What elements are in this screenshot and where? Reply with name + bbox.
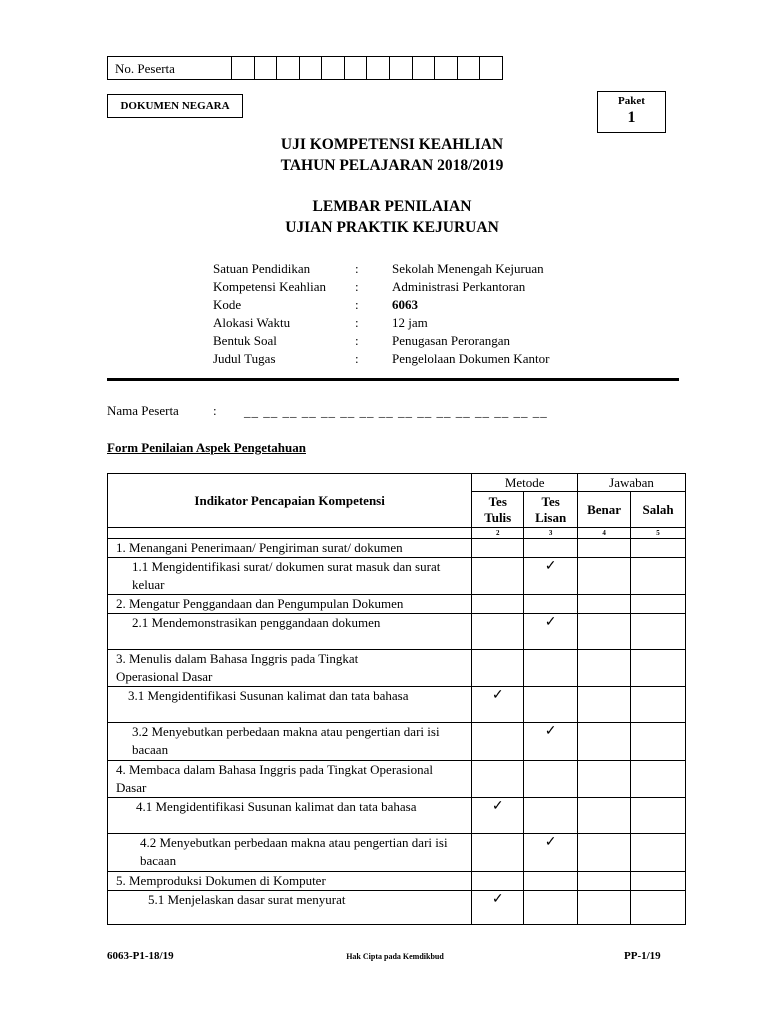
indicator-main: 2. Mengatur Penggandaan dan Pengumpulan Dokumen (108, 595, 472, 614)
info-value: Sekolah Menengah Kejuruan (392, 261, 544, 276)
info-colon: : (355, 333, 359, 348)
check-cell-tulis[interactable] (472, 723, 524, 761)
check-cell-lisan[interactable] (524, 650, 578, 687)
no-peserta-digit-cell[interactable] (345, 57, 368, 79)
check-cell-salah[interactable] (631, 723, 686, 761)
no-peserta-digit-cell[interactable] (390, 57, 413, 79)
no-peserta-digit-cell[interactable] (255, 57, 278, 79)
indicator-main: 1. Menangani Penerimaan/ Pengiriman surat/ dokumen (108, 539, 472, 558)
check-cell-benar[interactable] (578, 650, 631, 687)
no-peserta-digit-cell[interactable] (435, 57, 458, 79)
info-colon: : (355, 315, 359, 330)
indicator-sub: 4.1 Mengidentifikasi Susunan kalimat dan tata bahasa (108, 798, 472, 834)
info-value: 12 jam (392, 315, 428, 330)
header-jawaban: Jawaban (578, 474, 686, 492)
check-cell-lisan[interactable] (524, 872, 578, 891)
indicator-main: 4. Membaca dalam Bahasa Inggris pada Tingkat Operasional Dasar (108, 761, 472, 798)
title-line-1: UJI KOMPETENSI KEAHLIAN (280, 136, 504, 153)
paket-label: Paket (618, 95, 645, 107)
info-colon: : (355, 261, 359, 276)
header-tes-tulis-line2: Tulis (484, 509, 512, 525)
header-indikator: Indikator Pencapaian Kompetensi (108, 474, 472, 528)
info-key: Kode (213, 297, 242, 312)
indicator-sub: 3.1 Mengidentifikasi Susunan kalimat dan tata bahasa (108, 687, 472, 723)
footer-page: PP-1/19 (624, 950, 661, 962)
divider-rule (107, 378, 679, 381)
check-cell-salah[interactable] (631, 872, 686, 891)
info-value: Pengelolaan Dokumen Kantor (392, 351, 550, 366)
indicator-sub: 2.1 Mendemonstrasikan penggandaan dokumen (108, 614, 472, 650)
check-cell-benar[interactable] (578, 798, 631, 834)
check-mark-icon[interactable]: ✓ (472, 891, 524, 925)
number-cell: 4 (578, 528, 631, 539)
check-cell-tulis[interactable] (472, 834, 524, 872)
check-cell-salah[interactable] (631, 834, 686, 872)
no-peserta-digit-cell[interactable] (480, 57, 502, 79)
no-peserta-digit-cell[interactable] (322, 57, 345, 79)
check-mark-icon[interactable]: ✓ (524, 723, 578, 761)
check-cell-tulis[interactable] (472, 558, 524, 595)
header-tes-lisan (524, 492, 578, 528)
info-key: Alokasi Waktu (213, 315, 291, 330)
footer-copyright: Hak Cipta pada Kemdikbud (346, 952, 444, 961)
check-cell-salah[interactable] (631, 614, 686, 650)
nama-peserta-label: Nama Peserta (107, 403, 179, 418)
check-cell-tulis[interactable] (472, 650, 524, 687)
check-cell-lisan[interactable] (524, 595, 578, 614)
nama-peserta-blank[interactable]: __ __ __ __ __ __ __ __ __ __ __ __ __ __ __ __ (244, 404, 548, 419)
number-cell-empty (108, 528, 472, 539)
check-cell-tulis[interactable] (472, 539, 524, 558)
info-colon: : (355, 297, 359, 312)
header-tes-tulis (472, 492, 524, 528)
check-cell-benar[interactable] (578, 761, 631, 798)
no-peserta-label: No. Peserta (108, 57, 232, 79)
paket-box (597, 91, 666, 133)
indicator-main: 3. Menulis dalam Bahasa Inggris pada Tingkat Operasional Dasar (108, 650, 472, 687)
indicator-sub: 1.1 Mengidentifikasi surat/ dokumen surat masuk dan surat keluar (108, 558, 472, 595)
no-peserta-digit-cell[interactable] (232, 57, 255, 79)
info-value: Penugasan Perorangan (392, 333, 511, 348)
no-peserta-digit-cell[interactable] (367, 57, 390, 79)
assessment-table (107, 473, 686, 925)
info-colon: : (355, 279, 359, 294)
check-cell-tulis[interactable] (472, 872, 524, 891)
check-cell-salah[interactable] (631, 761, 686, 798)
check-cell-salah[interactable] (631, 798, 686, 834)
info-key: Bentuk Soal (213, 333, 277, 348)
no-peserta-digit-cell[interactable] (300, 57, 323, 79)
check-mark-icon[interactable]: ✓ (524, 614, 578, 650)
number-cell: 3 (524, 528, 578, 539)
no-peserta-digit-cell[interactable] (413, 57, 436, 79)
indicator-sub: 3.2 Menyebutkan perbedaan makna atau pengertian dari isi bacaan (108, 723, 472, 761)
header-tes-lisan-line2: Lisan (535, 509, 567, 525)
check-cell-benar[interactable] (578, 891, 631, 925)
indicator-main: 5. Memproduksi Dokumen di Komputer (108, 872, 472, 891)
check-cell-benar[interactable] (578, 558, 631, 595)
check-cell-lisan[interactable] (524, 798, 578, 834)
number-cell: 5 (631, 528, 686, 539)
form-heading: Form Penilaian Aspek Pengetahuan (107, 440, 306, 455)
title-line-4: UJIAN PRAKTIK KEJURUAN (285, 219, 499, 236)
header-tes-tulis-line1: Tes (488, 493, 507, 509)
check-cell-salah[interactable] (631, 539, 686, 558)
check-cell-tulis[interactable] (472, 614, 524, 650)
dokumen-negara-label: DOKUMEN NEGARA (107, 94, 243, 118)
header-metode: Metode (472, 474, 578, 492)
info-value: 6063 (392, 297, 418, 312)
check-cell-lisan[interactable] (524, 539, 578, 558)
title-line-2: TAHUN PELAJARAN 2018/2019 (280, 157, 504, 174)
check-cell-benar[interactable] (578, 614, 631, 650)
header-benar: Benar (578, 492, 631, 528)
footer-code: 6063-P1-18/19 (107, 950, 174, 962)
check-cell-tulis[interactable] (472, 595, 524, 614)
number-cell: 2 (472, 528, 524, 539)
header-tes-lisan-line1: Tes (541, 493, 560, 509)
check-cell-salah[interactable] (631, 595, 686, 614)
check-cell-salah[interactable] (631, 558, 686, 595)
check-cell-salah[interactable] (631, 650, 686, 687)
check-cell-salah[interactable] (631, 891, 686, 925)
no-peserta-digit-cell[interactable] (277, 57, 300, 79)
nama-peserta-colon: : (213, 403, 217, 418)
info-colon: : (355, 351, 359, 366)
check-mark-icon[interactable]: ✓ (472, 798, 524, 834)
info-value: Administrasi Perkantoran (392, 279, 526, 294)
info-key: Judul Tugas (213, 351, 276, 366)
check-cell-benar[interactable] (578, 595, 631, 614)
indicator-sub: 5.1 Menjelaskan dasar surat menyurat (108, 891, 472, 925)
no-peserta-box (107, 56, 503, 80)
indicator-sub: 4.2 Menyebutkan perbedaan makna atau pengertian dari isi bacaan (108, 834, 472, 872)
check-cell-lisan[interactable] (524, 761, 578, 798)
check-cell-benar[interactable] (578, 723, 631, 761)
check-cell-benar[interactable] (578, 539, 631, 558)
check-cell-benar[interactable] (578, 872, 631, 891)
info-key: Kompetensi Keahlian (213, 279, 326, 294)
check-mark-icon[interactable]: ✓ (472, 687, 524, 723)
info-key: Satuan Pendidikan (213, 261, 311, 276)
check-mark-icon[interactable]: ✓ (524, 558, 578, 595)
check-cell-lisan[interactable] (524, 891, 578, 925)
check-cell-salah[interactable] (631, 687, 686, 723)
check-cell-benar[interactable] (578, 687, 631, 723)
paket-number: 1 (627, 109, 636, 126)
check-mark-icon[interactable]: ✓ (524, 834, 578, 872)
check-cell-tulis[interactable] (472, 761, 524, 798)
header-salah: Salah (631, 492, 686, 528)
check-cell-benar[interactable] (578, 834, 631, 872)
check-cell-lisan[interactable] (524, 687, 578, 723)
title-line-3: LEMBAR PENILAIAN (312, 198, 472, 215)
no-peserta-digit-cell[interactable] (458, 57, 481, 79)
